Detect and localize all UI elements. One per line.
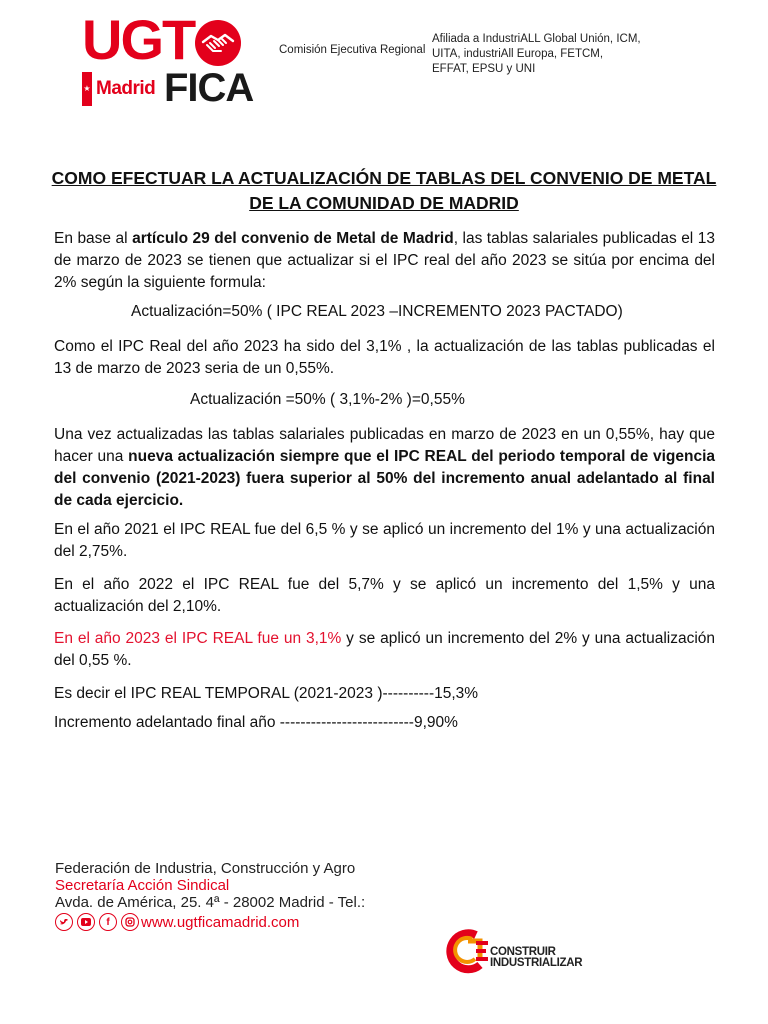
intro-rest: , las tablas salariales publicadas el 13 de marzo de 2023 se tienen que actualizar si el IPC real del año 2023 se sitúa por encima del 2% según la siguiente formula: [54,230,715,291]
construir-text [490,947,582,969]
paragraph-2023 [54,628,715,672]
formula-general: Actualización=50% ( IPC REAL 2023 –INCREMENTO 2023 PACTADO) [131,303,623,320]
title-line-1: COMO EFECTUAR LA ACTUALIZACIÓN DE TABLAS DEL CONVENIO DE METAL [51,168,717,188]
madrid-fica-logo [82,66,254,112]
construir-line-2: INDUSTRIALIZAR [490,957,583,969]
twitter-icon[interactable] [55,913,73,931]
madrid-logo-text: Madrid [96,78,156,99]
comision-label: Comisión Ejecutiva Regional [279,44,426,56]
paragraph-2023-rest: y se aplicó un incremento del 2% y una actualización del 0,55 %. [54,630,716,669]
afiliacion-line: EFFAT, EPSU y UNI [432,63,536,75]
footer-federation: Federación de Industria, Construcción y Agro [55,860,356,877]
footer-address: Avda. de América, 25. 4ª - 28002 Madrid - Tel.: [55,894,366,911]
website-link[interactable]: www.ugtficamadrid.com [141,913,300,931]
formula-calculation: Actualización =50% ( 3,1%-2% )=0,55% [190,391,465,408]
paragraph-2022: En el año 2022 el IPC REAL fue del 5,7% y se aplicó un incremento del 1,5% y una actualización del 2,10%. [54,576,715,615]
instagram-icon[interactable] [121,913,139,931]
afiliacion-line: UITA, industriAll Europa, FETCM, [432,48,604,60]
intro-bold: artículo 29 del convenio de Metal de Madrid [132,230,454,247]
paragraph-ipc-2023: Como el IPC Real del año 2023 ha sido del 3,1% , la actualización de las tablas publicadas el 13 de marzo de 2023 seria de un 0,55%. [54,338,715,377]
new-update-bold: nueva actualización siempre que el IPC REAL del periodo temporal de vigencia del convenio (2021-2023) fuera superior al 50% del incremento anual adelantado al final de cada ejercicio. [54,448,715,509]
summary-ipc-temporal: Es decir el IPC REAL TEMPORAL (2021-2023 )----------15,3% [54,685,479,702]
social-links [55,912,299,932]
footer-secretaria: Secretaría Acción Sindical [55,877,230,894]
fica-logo-text: FICA [164,66,254,110]
ugt-logo [82,8,238,71]
ugt-logo-text: UGT [82,8,195,71]
afiliacion-line: Afiliada a IndustriALL Global Unión, ICM, [432,33,641,45]
paragraph-new-update [54,424,715,512]
summary-incremento: Incremento adelantado final año --------------------------9,90% [54,714,458,731]
intro-text: En base al [54,230,133,247]
title-line-2: DE LA COMUNIDAD DE MADRID [249,193,519,213]
construir-line-1: CONSTRUIR [490,946,556,958]
paragraph-intro [54,228,715,294]
highlight-2023: En el año 2023 el IPC REAL fue un 3,1% [54,630,342,647]
facebook-icon[interactable]: f [99,913,117,931]
afiliacion-block [432,32,641,77]
re-logo-icon [446,925,496,977]
youtube-icon[interactable] [77,913,95,931]
new-update-text: Una vez actualizadas las tablas salariales publicadas en marzo de 2023 en un 0,55%, hay que hacer una [54,426,715,465]
handshake-icon [195,20,241,66]
document-title [40,166,728,216]
construir-industrializar-logo [446,925,586,985]
paragraph-2021: En el año 2021 el IPC REAL fue del 6,5 % y se aplicó un incremento del 1% y una actualización del 2,75%. [54,521,715,560]
star-icon: ★ [83,84,91,93]
